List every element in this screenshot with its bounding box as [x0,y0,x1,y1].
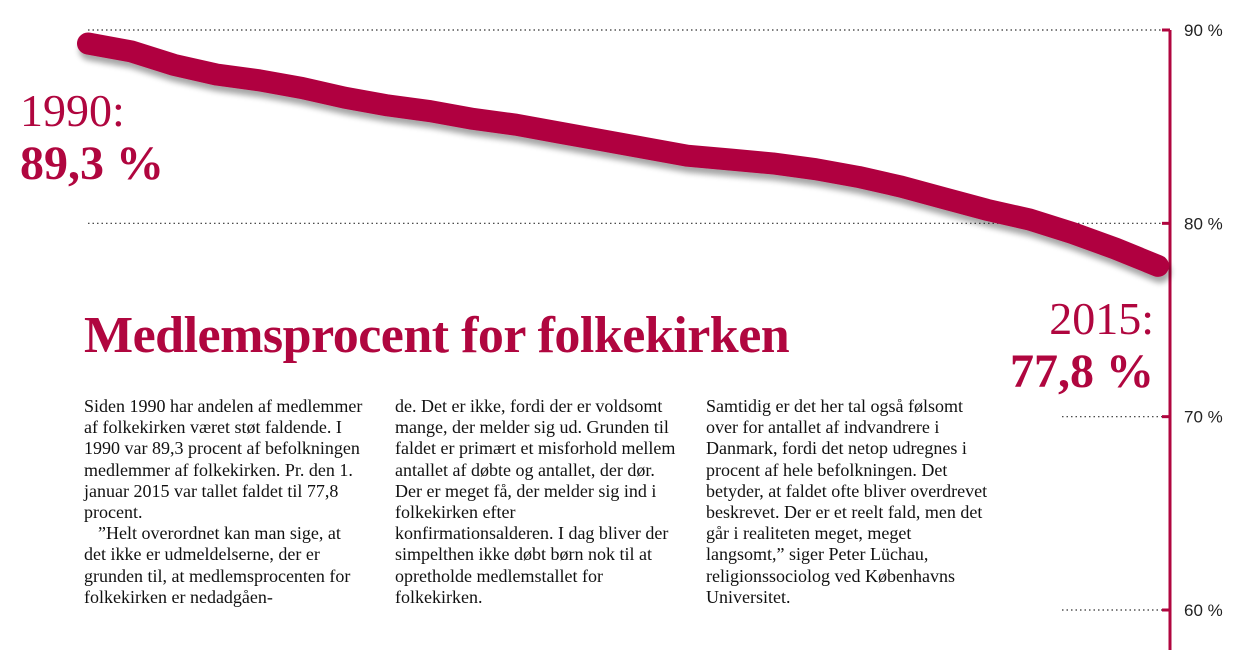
article-column-2 [395,396,677,608]
annotation-start [20,85,164,190]
article-column-1 [84,396,366,608]
annotation-end-value: 77,8 % [1010,345,1154,398]
annotation-end-year: 2015: [1049,293,1154,344]
y-tick-label: 70 % [1184,407,1223,427]
annotation-end [1004,293,1154,398]
annotation-start-value: 89,3 % [20,137,164,190]
article-paragraph: de. Det er ikke, fordi der er voldsomt mange, der melder sig ud. Grunden til faldet er primært et misforhold mellem antallet af døbte og antallet, der dør. Der er meget få, der melder sig ind i folkekirken efter konfirmationsalderen. I dag bliver der simpelthen ikke døbt børn nok til at opretholde medlemstallet for folkekirken. [395,396,676,607]
y-tick-label: 60 % [1184,601,1223,620]
y-tick-label: 80 % [1184,214,1223,234]
article-paragraph: Samtidig er det her tal også følsomt over for antallet af indvandrere i Danmark, fordi det netop udregnes i procent af hele befolkningen. Det betyder, at faldet ofte bliver overdrevet beskrevet. Der er et reelt fald, men det går i realiteten meget, meget langsomt,” siger Peter Lüchau, religionssociolog ved Københavns Universitet. [706,396,988,607]
y-tick-label: 90 % [1184,21,1223,40]
article-paragraph: ”Helt overordnet kan man sige, at det ikke er udmeldelserne, der er grunden til, at medlemsprocenten for folkekirken er nedadgåen- [84,523,351,607]
annotation-start-year: 1990: [20,85,125,136]
article-title: Medlemsprocent for folkekirken [84,307,790,364]
article-column-3 [706,396,988,608]
series-line-membership [88,44,1158,266]
article-paragraph: Siden 1990 har andelen af medlemmer af folkekirken været støt faldende. I 1990 var 89,3 procent af befolkningen medlemmer af folkekirken. Pr. den 1. januar 2015 var tallet faldet til 77,8 procent. [84,396,363,523]
